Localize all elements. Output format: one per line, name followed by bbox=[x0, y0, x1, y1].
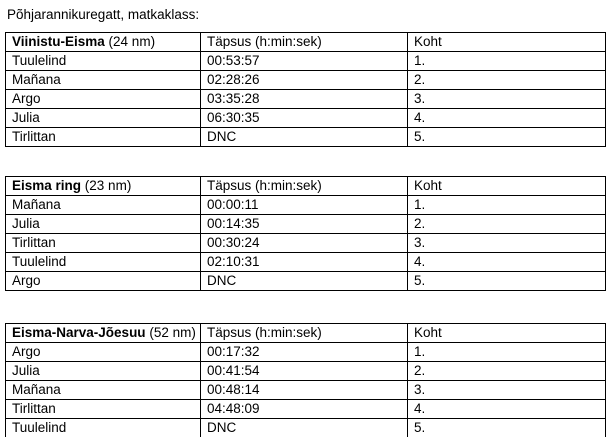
time-cell: 00:17:32 bbox=[201, 343, 408, 362]
table-header-row bbox=[6, 33, 606, 52]
table-row bbox=[6, 381, 606, 400]
place-cell: 1. bbox=[408, 196, 606, 215]
boat-cell: Argo bbox=[6, 343, 201, 362]
place-cell: 2. bbox=[408, 71, 606, 90]
boat-cell: Argo bbox=[6, 272, 201, 291]
table-row bbox=[6, 343, 606, 362]
results-table-eisma-ring bbox=[5, 176, 606, 291]
race-name: Viinistu-Eisma bbox=[12, 34, 105, 49]
place-cell: 5. bbox=[408, 419, 606, 437]
race-distance: (52 nm) bbox=[149, 325, 196, 340]
place-cell: 5. bbox=[408, 272, 606, 291]
time-cell: 00:48:14 bbox=[201, 381, 408, 400]
time-cell: 00:41:54 bbox=[201, 362, 408, 381]
table-row bbox=[6, 234, 606, 253]
table-row bbox=[6, 128, 606, 147]
time-cell: 02:28:26 bbox=[201, 71, 408, 90]
time-cell: 04:48:09 bbox=[201, 400, 408, 419]
time-header-cell: Täpsus (h:min:sek) bbox=[201, 177, 408, 196]
place-cell: 2. bbox=[408, 362, 606, 381]
boat-cell: Julia bbox=[6, 362, 201, 381]
boat-cell: Tirlittan bbox=[6, 234, 201, 253]
time-cell: 00:30:24 bbox=[201, 234, 408, 253]
race-distance: (23 nm) bbox=[84, 178, 132, 193]
table-row bbox=[6, 253, 606, 272]
boat-cell: Tuulelind bbox=[6, 52, 201, 71]
place-cell: 4. bbox=[408, 253, 606, 272]
race-header-cell bbox=[6, 177, 201, 196]
time-header-cell: Täpsus (h:min:sek) bbox=[201, 33, 408, 52]
boat-cell: Julia bbox=[6, 109, 201, 128]
boat-cell: Mañana bbox=[6, 196, 201, 215]
place-header-cell: Koht bbox=[408, 33, 606, 52]
table-row bbox=[6, 90, 606, 109]
table-row bbox=[6, 109, 606, 128]
results-table-viinistu-eisma bbox=[5, 32, 606, 147]
table-row bbox=[6, 400, 606, 419]
boat-cell: Tuulelind bbox=[6, 253, 201, 272]
boat-cell: Mañana bbox=[6, 71, 201, 90]
place-cell: 5. bbox=[408, 128, 606, 147]
time-cell: 00:53:57 bbox=[201, 52, 408, 71]
time-cell: 03:35:28 bbox=[201, 90, 408, 109]
race-distance: (24 nm) bbox=[108, 34, 156, 49]
place-cell: 1. bbox=[408, 343, 606, 362]
boat-cell: Tuulelind bbox=[6, 419, 201, 437]
table-row bbox=[6, 272, 606, 291]
race-header-cell bbox=[6, 33, 201, 52]
place-cell: 2. bbox=[408, 215, 606, 234]
boat-cell: Tirlittan bbox=[6, 400, 201, 419]
boat-cell: Argo bbox=[6, 90, 201, 109]
page-title: Põhjarannikuregatt, matkaklass: bbox=[7, 7, 200, 22]
table-row bbox=[6, 419, 606, 437]
table-row bbox=[6, 362, 606, 381]
time-cell: DNC bbox=[201, 272, 408, 291]
race-name: Eisma-Narva-Jõesuu bbox=[12, 325, 146, 340]
table-header-row bbox=[6, 177, 606, 196]
place-cell: 3. bbox=[408, 234, 606, 253]
boat-cell: Mañana bbox=[6, 381, 201, 400]
time-cell: 00:14:35 bbox=[201, 215, 408, 234]
table-row bbox=[6, 215, 606, 234]
time-cell: DNC bbox=[201, 128, 408, 147]
table-header-row bbox=[6, 324, 606, 343]
race-header-cell bbox=[6, 324, 201, 343]
boat-cell: Julia bbox=[6, 215, 201, 234]
place-cell: 1. bbox=[408, 52, 606, 71]
table-row bbox=[6, 71, 606, 90]
place-header-cell: Koht bbox=[408, 324, 606, 343]
time-cell: 00:00:11 bbox=[201, 196, 408, 215]
results-table-eisma-narva-joesuu bbox=[5, 323, 606, 437]
time-cell: DNC bbox=[201, 419, 408, 437]
time-header-cell: Täpsus (h:min:sek) bbox=[201, 324, 408, 343]
place-cell: 3. bbox=[408, 381, 606, 400]
place-header-cell: Koht bbox=[408, 177, 606, 196]
place-cell: 4. bbox=[408, 400, 606, 419]
time-cell: 02:10:31 bbox=[201, 253, 408, 272]
place-cell: 4. bbox=[408, 109, 606, 128]
table-row bbox=[6, 52, 606, 71]
race-name: Eisma ring bbox=[12, 178, 82, 193]
table-row bbox=[6, 196, 606, 215]
time-cell: 06:30:35 bbox=[201, 109, 408, 128]
boat-cell: Tirlittan bbox=[6, 128, 201, 147]
place-cell: 3. bbox=[408, 90, 606, 109]
